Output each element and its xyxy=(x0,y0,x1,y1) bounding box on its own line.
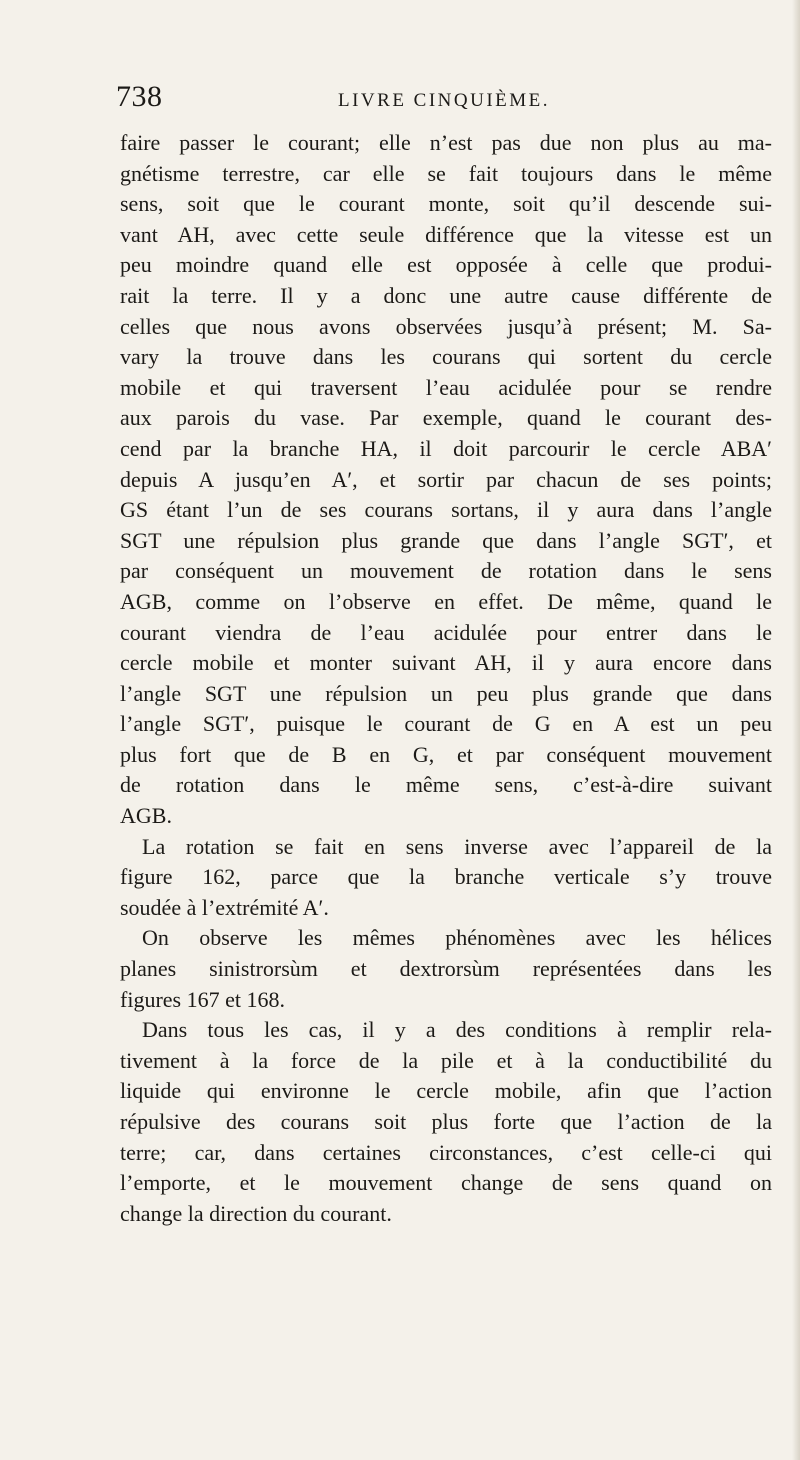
text-line: faire passer le courant; elle n’est pas due non plus au ma- xyxy=(120,130,772,155)
page-edge-shadow xyxy=(792,0,800,1460)
text-line: cercle mobile et monter suivant AH, il y aura encore dans xyxy=(120,650,772,676)
page-header xyxy=(116,80,736,120)
text-line: l’angle SGT′, puisque le courant de G en A est un peu xyxy=(120,711,772,737)
text-line: AGB, comme on l’observe en effet. De même, quand le xyxy=(120,588,772,614)
text-line: figures 167 et 168. xyxy=(120,986,285,1012)
text-line: courant viendra de l’eau acidulée pour entrer dans le xyxy=(120,619,772,645)
text-line: par conséquent un mouvement de rotation dans le sens xyxy=(120,558,772,584)
text-line: mobile et qui traversent l’eau acidulée pour se rendre xyxy=(120,374,772,400)
text-line: l’emporte, et le mouvement change de sens quand on xyxy=(120,1170,772,1196)
text-line: celles que nous avons observées jusqu’à présent; M. Sa- xyxy=(120,313,772,339)
text-line: cend par la branche HA, il doit parcourir le cercle ABA′ xyxy=(120,435,772,461)
text-line: depuis A jusqu’en A′, et sortir par chacun de ses points; xyxy=(120,466,772,492)
text-line: plus fort que de B en G, et par conséquent mouvement xyxy=(120,741,772,767)
text-line: répulsive des courans soit plus forte que l’action de la xyxy=(120,1109,772,1134)
text-line: terre; car, dans certaines circonstances, c’est celle-ci qui xyxy=(120,1139,772,1165)
text-line: vary la trouve dans les courans qui sortent du cercle xyxy=(120,344,772,370)
text-line: AGB. xyxy=(120,803,172,829)
text-line: sens, soit que le courant monte, soit qu’il descende sui- xyxy=(120,191,772,217)
page-body xyxy=(120,128,772,1229)
running-title: LIVRE CINQUIÈME. xyxy=(338,90,551,111)
text-line: aux parois du vase. Par exemple, quand le courant des- xyxy=(120,405,772,431)
text-line: liquide qui environne le cercle mobile, afin que l’action xyxy=(120,1078,772,1104)
text-line: change la direction du courant. xyxy=(120,1200,392,1226)
text-line: tivement à la force de la pile et à la conductibilité du xyxy=(120,1047,772,1073)
text-line: figure 162, parce que la branche verticale s’y trouve xyxy=(120,864,772,890)
text-line: l’angle SGT une répulsion un peu plus grande que dans xyxy=(120,680,772,706)
text-line: soudée à l’extrémité A′. xyxy=(120,894,329,920)
text-line: Dans tous les cas, il y a des conditions à remplir rela- xyxy=(142,1017,772,1043)
text-line: gnétisme terrestre, car elle se fait toujours dans le même xyxy=(120,160,772,186)
text-line: planes sinistrorsùm et dextrorsùm représentées dans les xyxy=(120,956,772,982)
text-line: SGT une répulsion plus grande que dans l’angle SGT′, et xyxy=(120,527,772,553)
page-number: 738 xyxy=(116,80,163,113)
text-line: vant AH, avec cette seule différence que la vitesse est un xyxy=(120,221,772,247)
text-line: La rotation se fait en sens inverse avec l’appareil de la xyxy=(142,833,772,859)
text-line: rait la terre. Il y a donc une autre cause différente de xyxy=(120,282,772,308)
text-line: peu moindre quand elle est opposée à celle que produi- xyxy=(120,252,772,278)
text-line: On observe les mêmes phénomènes avec les hélices xyxy=(142,925,772,951)
text-line: de rotation dans le même sens, c’est-à-dire suivant xyxy=(120,772,772,798)
text-line: GS étant l’un de ses courans sortans, il y aura dans l’angle xyxy=(120,497,772,523)
